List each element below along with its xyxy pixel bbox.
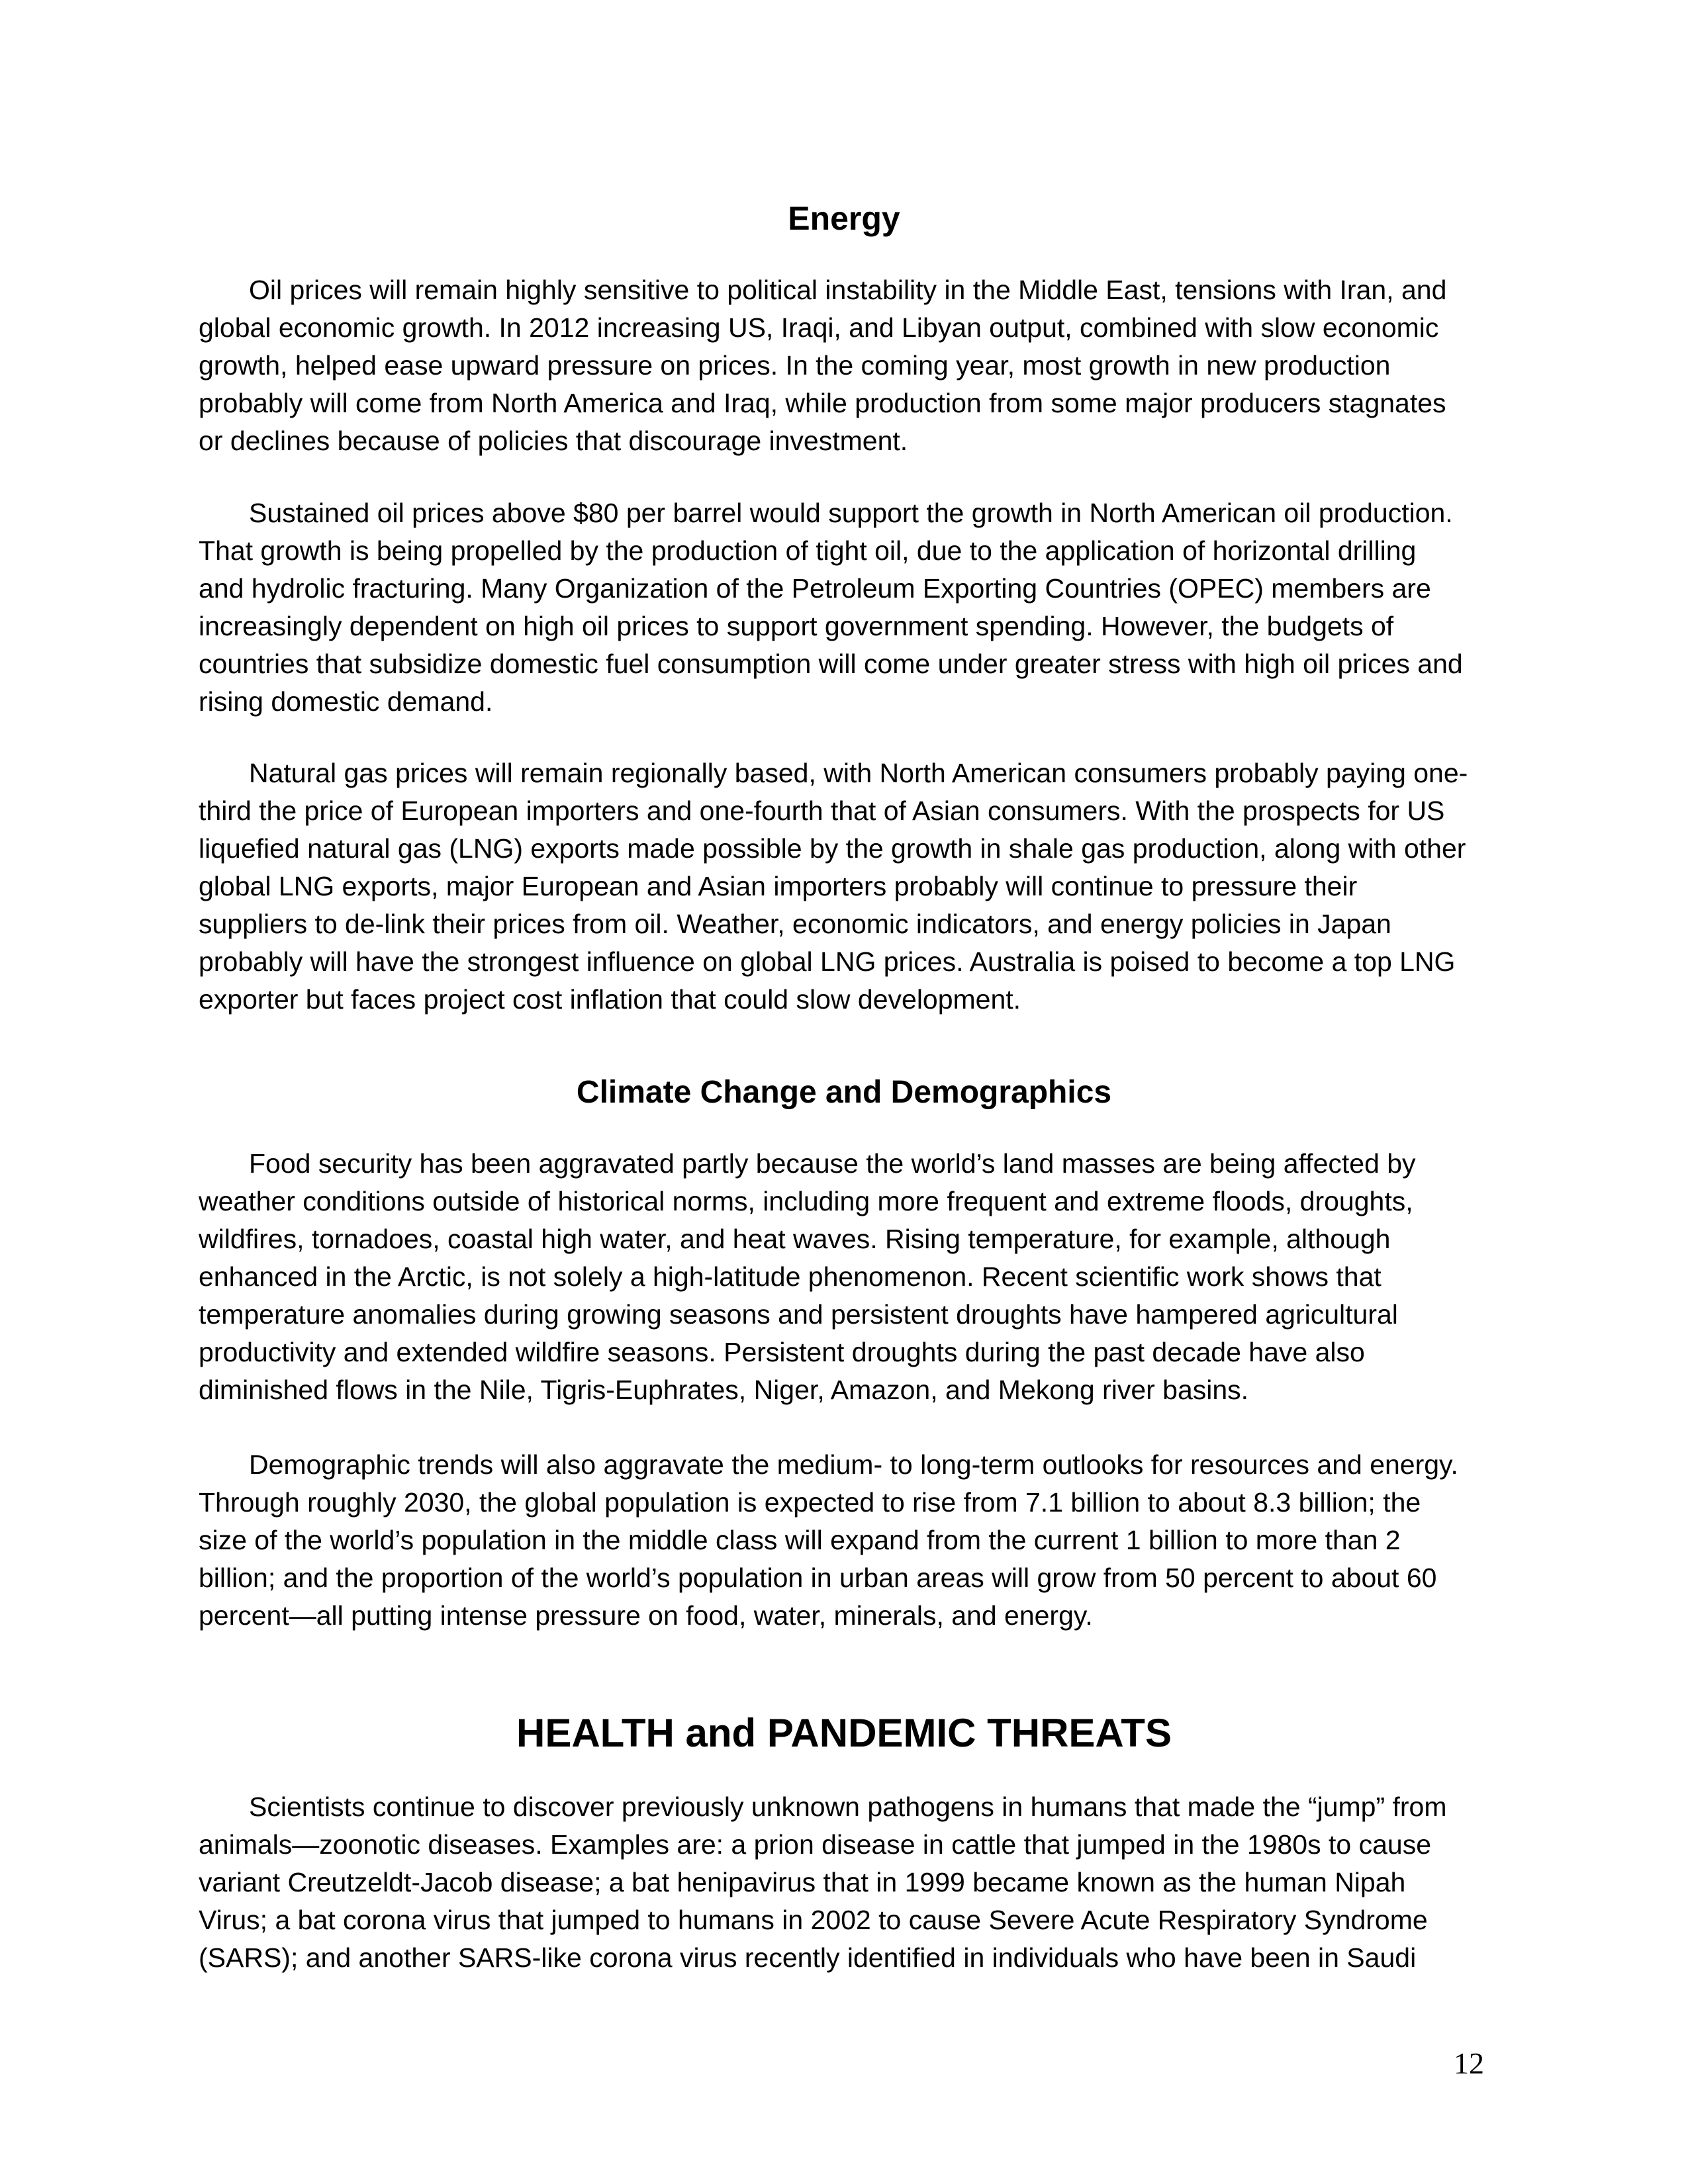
paragraph-food-security (199, 1145, 1483, 1409)
paragraph-zoonotic-pathogens (199, 1788, 1483, 1977)
paragraph-line: or declines because of policies that discourage investment. (199, 426, 908, 456)
paragraph-line: Food security has been aggravated partly because the world’s land masses are being affected by (249, 1148, 1416, 1179)
paragraph-line: Oil prices will remain highly sensitive to political instability in the Middle East, tensions with Iran, and (249, 275, 1447, 305)
paragraph-line: animals—zoonotic diseases. Examples are: a prion disease in cattle that jumped in the 1980s to cause (199, 1829, 1431, 1860)
paragraph-line: billion; and the proportion of the world’s population in urban areas will grow from 50 percent to about 60 (199, 1563, 1437, 1593)
paragraph-line: variant Creutzeldt-Jacob disease; a bat henipavirus that in 1999 became known as the human Nipah (199, 1867, 1406, 1897)
paragraph-line: Natural gas prices will remain regionally based, with North American consumers probably paying one- (249, 758, 1468, 788)
section-heading-climate: Climate Change and Demographics (576, 1075, 1112, 1110)
paragraph-line: size of the world’s population in the middle class will expand from the current 1 billion to more than 2 (199, 1525, 1401, 1555)
paragraph-line: liquefied natural gas (LNG) exports made possible by the growth in shale gas production, along with other (199, 833, 1466, 864)
paragraph-line: weather conditions outside of historical norms, including more frequent and extreme floods, droughts, (199, 1186, 1413, 1216)
paragraph-line: Demographic trends will also aggravate the medium- to long-term outlooks for resources and energy. (249, 1449, 1458, 1480)
paragraph-line: countries that subsidize domestic fuel consumption will come under greater stress with high oil prices and (199, 649, 1463, 679)
paragraph-line: third the price of European importers and one-fourth that of Asian consumers. With the prospects for US (199, 796, 1445, 826)
paragraph-line: exporter but faces project cost inflation that could slow development. (199, 984, 1021, 1015)
paragraph-line: rising domestic demand. (199, 686, 493, 717)
paragraph-line: suppliers to de-link their prices from oil. Weather, economic indicators, and energy policies in Japan (199, 909, 1391, 939)
paragraph-natural-gas (199, 754, 1483, 1019)
paragraph-line: probably will have the strongest influence on global LNG prices. Australia is poised to become a top LNG (199, 946, 1456, 977)
paragraph-line: probably will come from North America and Iraq, while production from some major producers stagnates (199, 388, 1446, 418)
paragraph-line: That growth is being propelled by the production of tight oil, due to the application of horizontal drilling (199, 535, 1417, 566)
section-heading-health: HEALTH and PANDEMIC THREATS (516, 1711, 1172, 1755)
paragraph-line: diminished flows in the Nile, Tigris-Euphrates, Niger, Amazon, and Mekong river basins. (199, 1375, 1249, 1405)
paragraph-line: (SARS); and another SARS-like corona virus recently identified in individuals who have been in Saudi (199, 1942, 1417, 1973)
paragraph-line: global economic growth. In 2012 increasing US, Iraqi, and Libyan output, combined with slow economic (199, 312, 1439, 343)
paragraph-line: Through roughly 2030, the global population is expected to rise from 7.1 billion to about 8.3 billion; the (199, 1487, 1421, 1518)
paragraph-line: growth, helped ease upward pressure on prices. In the coming year, most growth in new production (199, 350, 1391, 381)
paragraph-line: wildfires, tornadoes, coastal high water, and heat waves. Rising temperature, for example, although (199, 1224, 1391, 1254)
paragraph-line: percent—all putting intense pressure on food, water, minerals, and energy. (199, 1600, 1093, 1631)
paragraph-line: enhanced in the Arctic, is not solely a high-latitude phenomenon. Recent scientific work shows that (199, 1261, 1382, 1292)
paragraph-line: temperature anomalies during growing seasons and persistent droughts have hampered agricultural (199, 1299, 1398, 1330)
paragraph-sustained-oil-prices (199, 494, 1483, 721)
section-heading-energy: Energy (788, 200, 900, 237)
paragraph-line: and hydrolic fracturing. Many Organization of the Petroleum Exporting Countries (OPEC) members are (199, 573, 1431, 604)
paragraph-oil-prices (199, 271, 1483, 460)
paragraph-line: Scientists continue to discover previously unknown pathogens in humans that made the “jump” from (249, 1792, 1447, 1822)
paragraph-line: increasingly dependent on high oil prices to support government spending. However, the budgets of (199, 611, 1394, 641)
page-number: 12 (1454, 2046, 1484, 2080)
paragraph-line: Virus; a bat corona virus that jumped to humans in 2002 to cause Severe Acute Respiratory Syndrome (199, 1905, 1428, 1935)
paragraph-demographic-trends (199, 1446, 1483, 1635)
paragraph-line: productivity and extended wildfire seasons. Persistent droughts during the past decade have also (199, 1337, 1365, 1367)
paragraph-line: global LNG exports, major European and Asian importers probably will continue to pressure their (199, 871, 1358, 901)
paragraph-line: Sustained oil prices above $80 per barrel would support the growth in North American oil production. (249, 498, 1453, 528)
